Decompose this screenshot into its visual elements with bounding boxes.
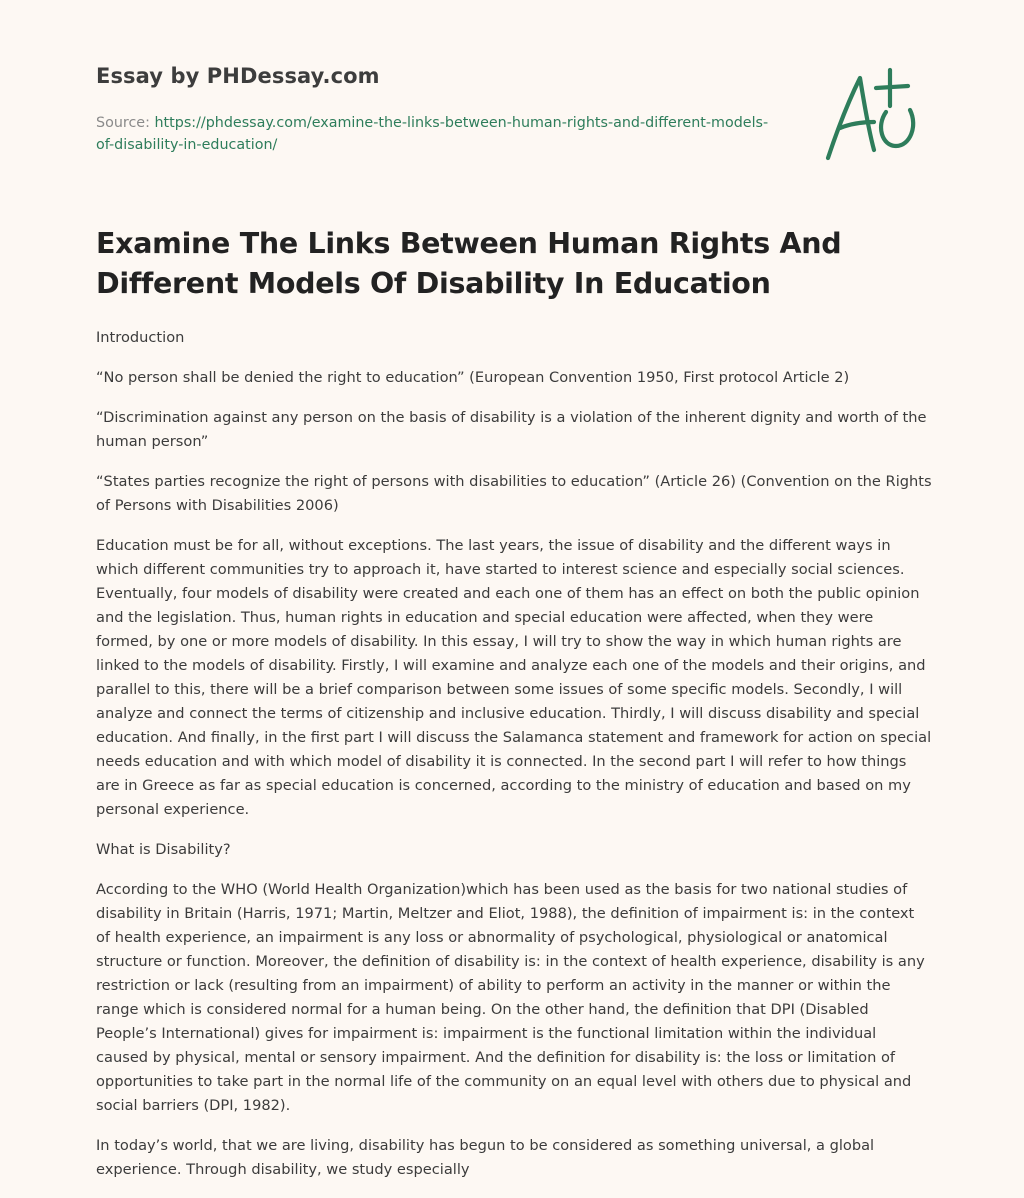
source-label: Source:: [96, 115, 155, 131]
quote-paragraph: “No person shall be denied the right to education” (European Convention 1950, First protocol Article 2): [96, 369, 850, 386]
section-heading-disability: What is Disability?: [96, 841, 231, 858]
brand-title: Essay by PHDessay.com: [96, 64, 380, 88]
essay-title: Examine The Links Between Human Rights And Different Models Of Disability In Education: [96, 227, 842, 300]
essay-body: [96, 326, 932, 1198]
section-heading-introduction: Introduction: [96, 329, 185, 346]
body-paragraph: According to the WHO (World Health Organization)which has been used as the basis for two national studies of disability in Britain (Harris, 1971; Martin, Meltzer and Eliot, 1988), the definition of impairment is: in the context of health experience, an impairment is any loss or abnormality of psychological, physiological or anatomical structure or function. Moreover, the definition of disability is: in the context of health experience, disability is any restriction or lack (resulting from an impairment) of ability to perform an activity in the manner or within the range which is considered normal for a human being. On the other hand, the definition that DPI (Disabled People’s International) gives for impairment is: impairment is the functional limitation within the individual caused by physical, mental or sensory impairment. And the definition for disability is: the loss or limitation of opportunities to take part in the normal life of the community on an equal level with others due to physical and social barriers (DPI, 1982).: [96, 881, 925, 1114]
source-line: [96, 112, 776, 156]
a-plus-logo-icon: [824, 66, 928, 166]
body-paragraph: Education must be for all, without exceptions. The last years, the issue of disability and the different ways in which different communities try to approach it, have started to interest science and especially social sciences. Eventually, four models of disability were created and each one of them has an effect on both the public opinion and the legislation. Thus, human rights in education and special education were affected, when they were formed, by one or more models of disability. In this essay, I will try to show the way in which human rights are linked to the models of disability. Firstly, I will examine and analyze each one of the models and their origins, and parallel to this, there will be a brief comparison between some issues of some specific models. Secondly, I will analyze and connect the terms of citizenship and inclusive education. Thirdly, I will discuss disability and special education. And finally, in the first part I will discuss the Salamanca statement and framework for action on special needs education and with which model of disability it is connected. In the second part I will refer to how things are in Greece as far as special education is concerned, according to the ministry of education and based on my personal experience.: [96, 537, 932, 818]
source-link[interactable]: https://phdessay.com/examine-the-links-between-human-rights-and-different-models-of-disability-in-education/: [96, 115, 769, 153]
body-paragraph: In today’s world, that we are living, disability has begun to be considered as something universal, a global experience. Through disability, we study especially: [96, 1137, 875, 1178]
quote-paragraph: “States parties recognize the right of persons with disabilities to education” (Article 26) (Convention on the Rights of Persons with Disabilities 2006): [96, 473, 932, 514]
quote-paragraph: “Discrimination against any person on the basis of disability is a violation of the inherent dignity and worth of the human person”: [96, 409, 927, 450]
